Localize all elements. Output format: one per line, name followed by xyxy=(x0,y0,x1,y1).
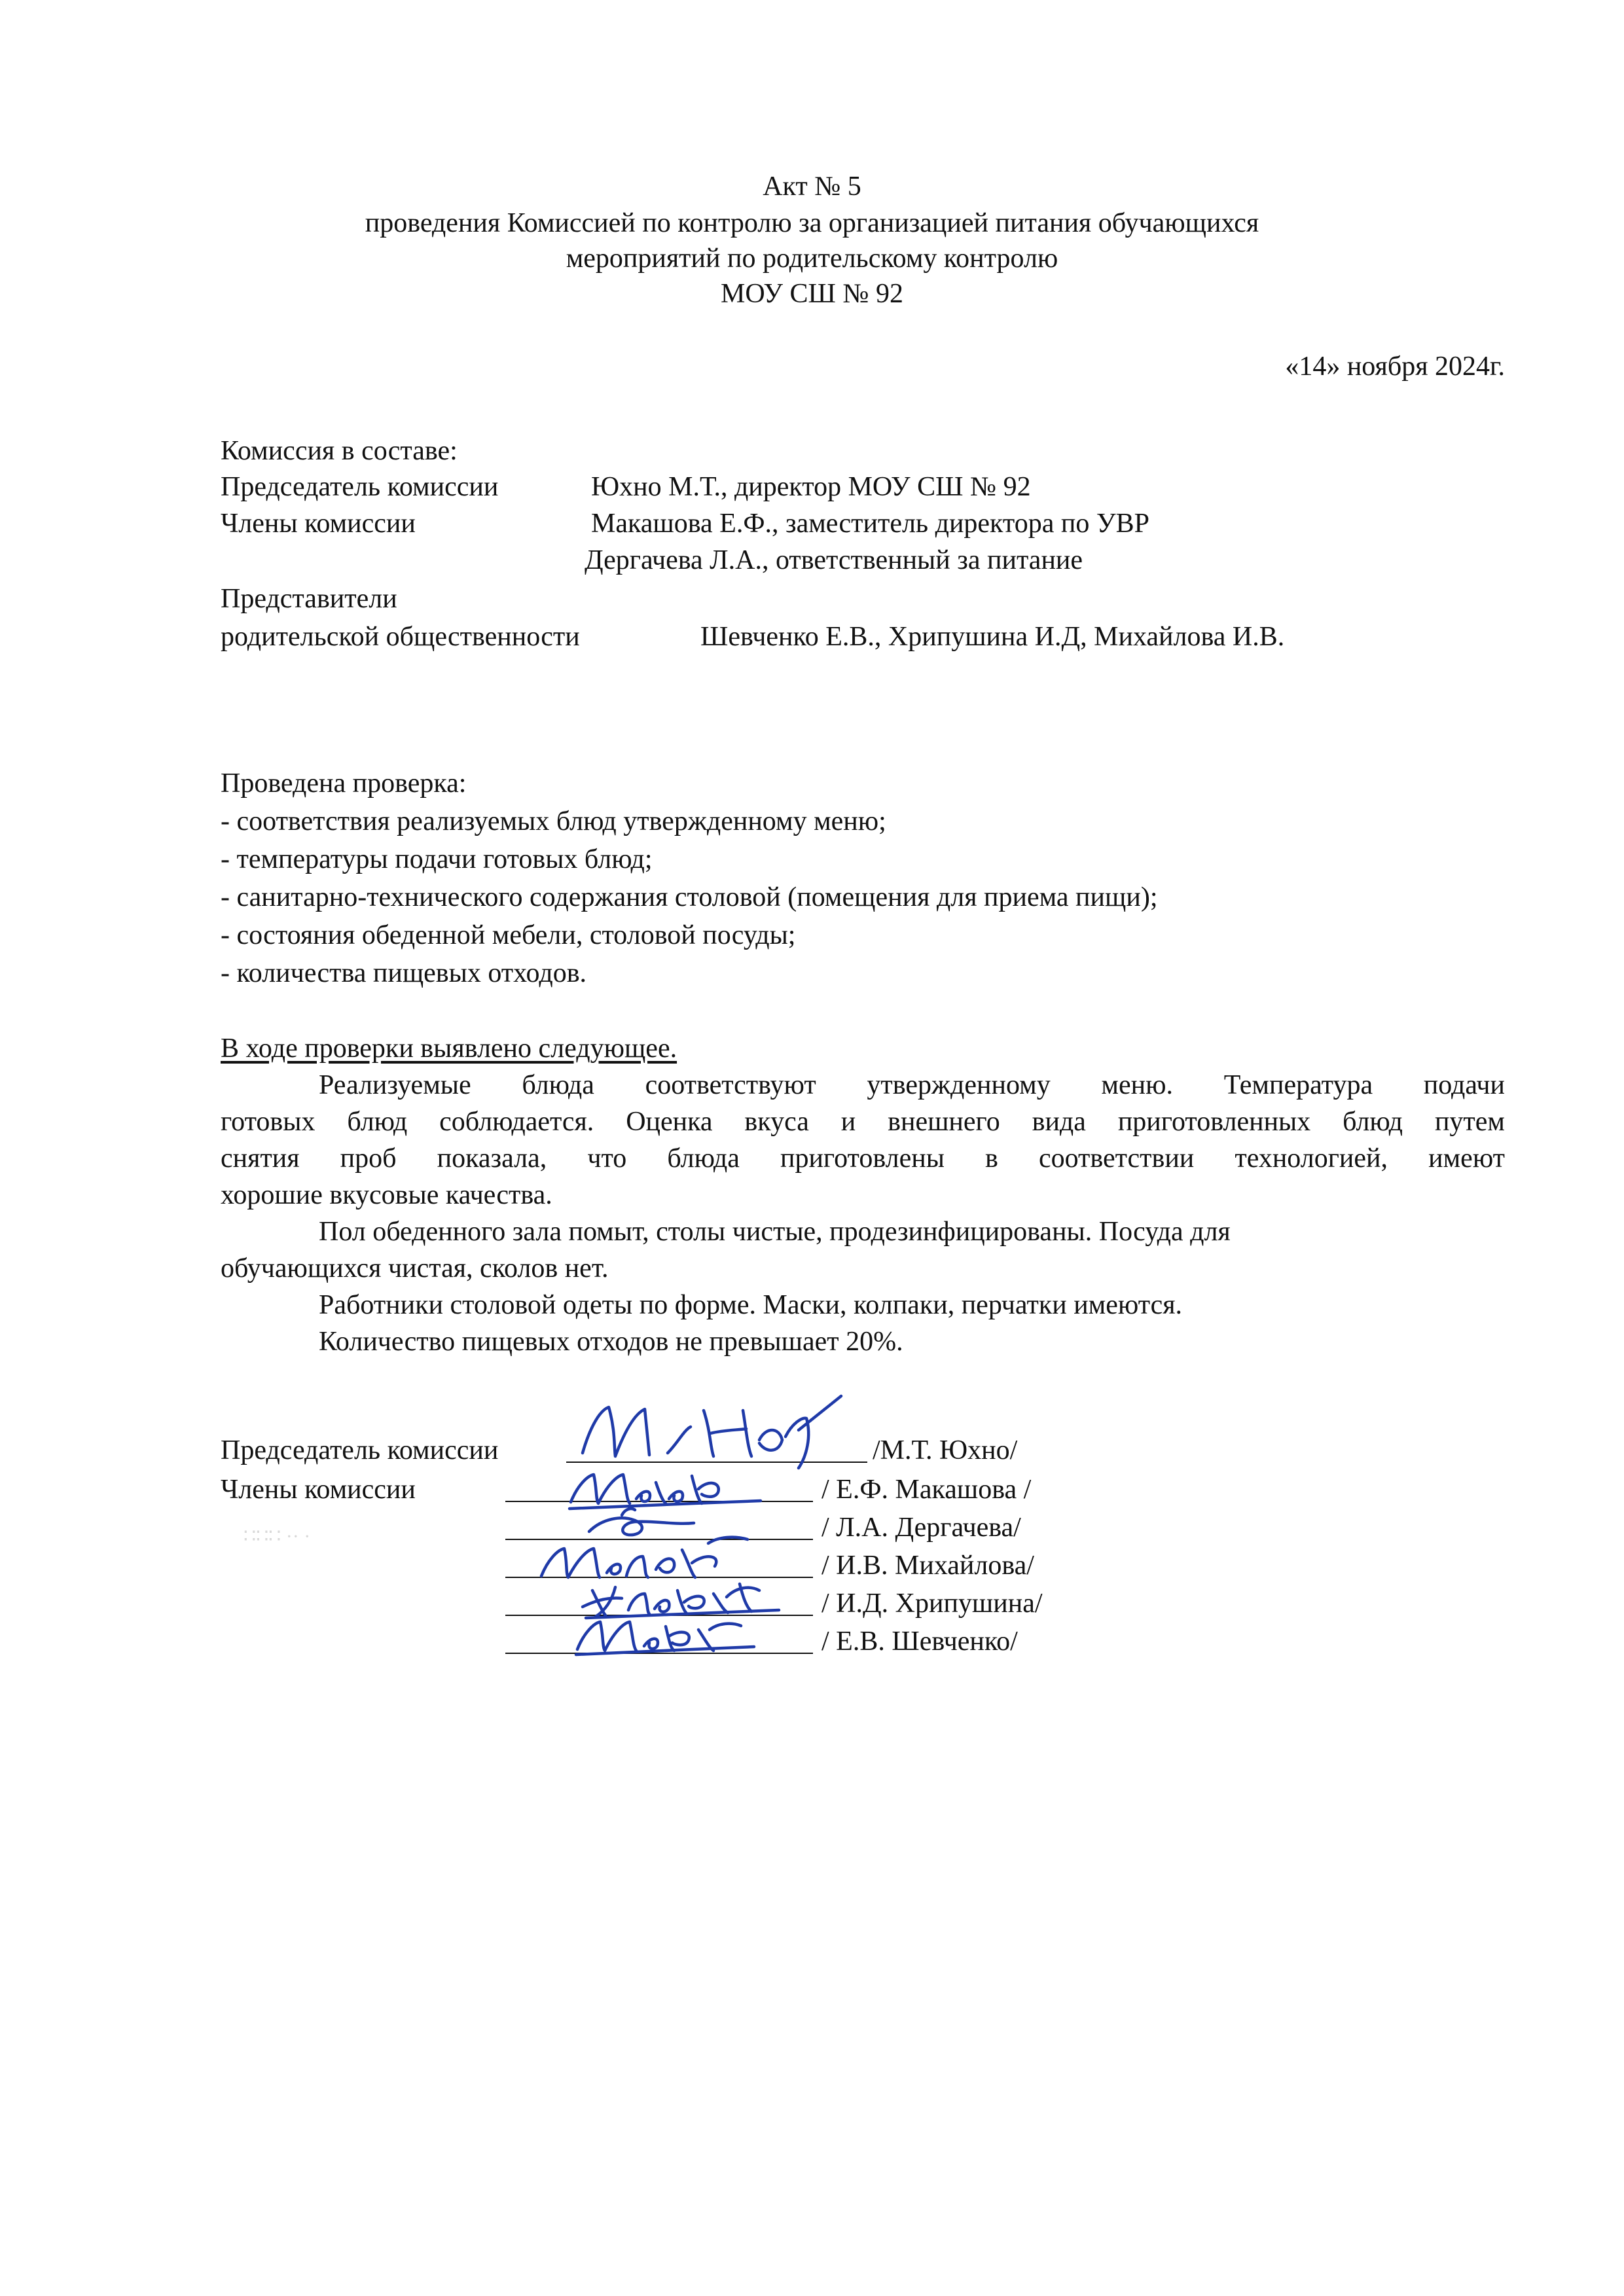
member-1: Макашова Е.Ф., заместитель директора по УВР xyxy=(591,509,1149,539)
findings-paragraph-line: обучающихся чистая, сколов нет. xyxy=(221,1253,609,1283)
findings-paragraph-line: Реализуемые блюда соответствуют утвержденному меню. Температура подачи xyxy=(319,1070,1505,1100)
check-item: - соответствия реализуемых блюд утвержденному меню; xyxy=(221,806,886,836)
findings-paragraph-line: Количество пищевых отходов не превышает 20%. xyxy=(319,1327,903,1357)
check-item: - состояния обеденной мебели, столовой посуды; xyxy=(221,920,796,950)
signature-name: /М.Т. Юхно/ xyxy=(873,1435,1018,1465)
chair-value: Юхно М.Т., директор МОУ СШ № 92 xyxy=(591,472,1031,502)
member-2: Дергачева Л.А., ответственный за питание xyxy=(585,545,1083,575)
document-title: Акт № 5 xyxy=(763,171,861,202)
document-subtitle-2: мероприятий по родительскому контролю xyxy=(566,243,1058,274)
document-subtitle: проведения Комиссией по контролю за организацией питания обучающихся xyxy=(365,208,1259,238)
signature-chair-label: Председатель комиссии xyxy=(221,1435,499,1465)
signature-member xyxy=(571,1610,767,1662)
check-item: - санитарно-технического содержания столовой (помещения для приема пищи); xyxy=(221,882,1158,912)
chair-label: Председатель комиссии xyxy=(221,472,499,502)
findings-paragraph-line: снятия проб показала, что блюда приготовлены в соответствии технологией, имеют xyxy=(221,1143,1505,1174)
check-item: - количества пищевых отходов. xyxy=(221,958,587,988)
signature-name: / Е.В. Шевченко/ xyxy=(821,1626,1018,1657)
findings-paragraph-line: хорошие вкусовые качества. xyxy=(221,1180,552,1210)
commission-intro: Комиссия в составе: xyxy=(221,436,458,466)
school-name: МОУ СШ № 92 xyxy=(720,279,903,309)
representatives-label: Представители xyxy=(221,584,397,614)
signature-name: / И.Д. Хрипушина/ xyxy=(821,1588,1043,1619)
members-label: Члены комиссии xyxy=(221,509,416,539)
show-through-text: ∷∷∷ ·· · xyxy=(244,1526,311,1547)
findings-title: В ходе проверки выявлено следующее. xyxy=(221,1033,677,1064)
signature-name: / И.В. Михайлова/ xyxy=(821,1551,1034,1581)
representatives-value: Шевченко Е.В., Хрипушина И.Д, Михайлова И.В. xyxy=(700,622,1285,652)
representatives-label-2: родительской общественности xyxy=(221,622,580,652)
signature-name: / Е.Ф. Макашова / xyxy=(821,1475,1032,1505)
check-item: - температуры подачи готовых блюд; xyxy=(221,844,653,874)
findings-paragraph-line: Работники столовой одеты по форме. Маски, колпаки, перчатки имеются. xyxy=(319,1290,1183,1320)
check-title: Проведена проверка: xyxy=(221,768,467,798)
signature-members-label: Члены комиссии xyxy=(221,1475,416,1505)
findings-paragraph-line: готовых блюд соблюдается. Оценка вкуса и внешнего вида приготовленных блюд путем xyxy=(221,1107,1505,1137)
document-date: «14» ноября 2024г. xyxy=(1285,351,1505,382)
signature-name: / Л.А. Дергачева/ xyxy=(821,1513,1021,1543)
findings-paragraph-line: Пол обеденного зала помыт, столы чистые, продезинфицированы. Посуда для xyxy=(319,1217,1231,1247)
